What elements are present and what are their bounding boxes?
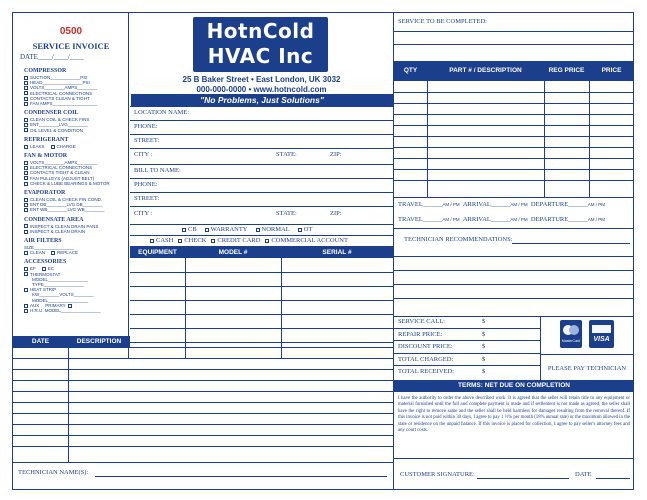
condenser-item[interactable]: OIL LEVEL & CONDITION <box>24 128 128 133</box>
location-phone-label[interactable]: PHONE: <box>134 123 158 130</box>
signature-date-line[interactable] <box>596 478 630 479</box>
mastercard-circle-right <box>569 325 579 335</box>
bill-to-name-label[interactable]: BILL TO NAME: <box>134 167 181 174</box>
checkbox[interactable] <box>24 288 28 292</box>
work-row[interactable] <box>13 424 393 425</box>
total-row-repair-price[interactable]: REPAIR PRICE: $ <box>394 329 540 342</box>
divider <box>13 347 393 348</box>
bill-to-zip-label[interactable]: ZIP: <box>330 210 342 217</box>
technician-names-label[interactable]: TECHNICIAN NAME(S): <box>18 469 89 476</box>
equipment-row[interactable] <box>130 328 393 329</box>
divider <box>394 228 634 229</box>
checkbox[interactable] <box>24 118 28 122</box>
checkbox[interactable] <box>51 251 55 255</box>
accessory-item[interactable]: HEAT STRIP <box>24 287 128 292</box>
checkbox[interactable] <box>42 267 46 271</box>
accessory-item[interactable]: H.R.U. MODEL________________ <box>24 308 128 313</box>
divider <box>130 120 393 121</box>
parts-row[interactable] <box>394 169 634 170</box>
refrigerant-item[interactable]: LEAKS <box>24 144 45 149</box>
accessory-item[interactable]: EF <box>24 266 36 271</box>
accessory-item[interactable]: AUX <box>24 303 39 308</box>
location-state-label[interactable]: STATE: <box>276 151 297 158</box>
total-row-total-received[interactable]: TOTAL RECEIVED: $ <box>398 368 486 376</box>
checkbox[interactable] <box>24 230 28 234</box>
checkbox[interactable] <box>298 228 302 232</box>
checkbox[interactable] <box>51 145 55 149</box>
checkbox[interactable] <box>24 128 28 132</box>
visa-label: VISA <box>593 336 610 343</box>
checkbox[interactable] <box>24 123 28 127</box>
air-filter-item[interactable]: REPLACE <box>51 250 78 255</box>
total-row-discount-price[interactable]: DISCOUNT PRICE: $ <box>394 341 540 354</box>
invoice-date: DATE____/____/____ <box>20 53 84 61</box>
fan-motor-item[interactable]: CHECK & LUBE BEARINGS & MOTOR <box>24 181 128 186</box>
accessories-heading: ACCESSORIES <box>24 259 67 266</box>
work-row[interactable] <box>13 435 393 436</box>
serial-header: SERIAL # <box>322 249 352 256</box>
divider <box>130 134 393 135</box>
air-filter-items <box>24 250 128 255</box>
compressor-item[interactable]: VOLTS________AMPS________ <box>24 85 128 90</box>
evaporator-item[interactable]: ENT WB________LVG WB________ <box>24 207 128 212</box>
checkbox[interactable] <box>24 251 28 255</box>
compressor-item[interactable]: SUCTION____________PSI <box>24 75 128 80</box>
compressor-item[interactable]: CONTACTS CLEAN & TIGHT <box>24 96 128 101</box>
parts-row[interactable] <box>394 125 634 126</box>
payment-check[interactable]: CHECK <box>178 237 206 244</box>
checkbox[interactable] <box>24 97 28 101</box>
equipment-row[interactable] <box>130 272 393 273</box>
divider <box>130 192 393 193</box>
recommendations-line[interactable] <box>394 298 634 299</box>
accessory-field[interactable]: TYPE________________ <box>32 282 84 288</box>
checkbox[interactable] <box>24 81 28 85</box>
qty-header: QTY <box>403 67 418 74</box>
checkbox[interactable] <box>24 91 28 95</box>
refrigerant-items <box>24 144 128 149</box>
reg-price-header: REG PRICE <box>548 67 585 74</box>
recommendations-line[interactable] <box>394 256 634 257</box>
divider <box>394 44 634 45</box>
compressor-heading: COMPRESSOR <box>24 68 67 74</box>
service-type-ot[interactable]: OT <box>298 226 313 233</box>
fan-motor-heading: FAN & MOTOR <box>24 153 68 160</box>
location-zip-label[interactable]: ZIP: <box>330 151 342 158</box>
signature-date-label[interactable]: DATE <box>575 471 592 478</box>
checkbox[interactable] <box>24 304 28 308</box>
condensate-heading: CONDENSATE AREA <box>24 216 84 223</box>
company-contact: 000-000-0000 • www.hotncold.com <box>196 85 327 94</box>
checkbox[interactable] <box>182 228 186 232</box>
parts-row[interactable] <box>394 147 634 148</box>
accessory-item[interactable]: EC <box>42 266 54 271</box>
divider <box>130 235 393 236</box>
checkbox[interactable] <box>178 239 182 243</box>
work-row[interactable] <box>13 413 393 414</box>
divider <box>394 31 634 32</box>
bill-to-street-label[interactable]: STREET: <box>134 195 160 202</box>
checkbox[interactable] <box>24 161 28 165</box>
location-name-label[interactable]: LOCATION NAME: <box>134 109 190 116</box>
column-divider <box>68 336 69 462</box>
model-header: MODEL # <box>218 249 248 256</box>
payment-cash[interactable]: CASH <box>150 237 173 244</box>
mastercard-label: MasterCard <box>561 339 581 343</box>
service-type-options <box>182 226 312 233</box>
compressor-item[interactable]: FAN AMPS__________________ <box>24 101 128 106</box>
travel-row-2[interactable]: TRAVEL______AM / PM ARRIVAL______AM / PM DEPARTURE______AM / PM <box>398 216 605 223</box>
service-type-normal[interactable]: NORMAL <box>256 226 290 233</box>
recommendations-line[interactable] <box>512 243 630 244</box>
equipment-table <box>130 246 393 358</box>
checkbox[interactable] <box>24 272 28 276</box>
bill-to-state-label[interactable]: STATE: <box>276 210 297 217</box>
company-address: 25 B Baker Street • East London, UK 3032 <box>182 75 341 84</box>
divider <box>130 206 393 207</box>
description-column-header: DESCRIPTION <box>76 338 122 345</box>
column-divider <box>281 258 282 359</box>
checkbox[interactable] <box>68 304 72 308</box>
terms-title: TERMS: NET DUE ON COMPLETION <box>394 380 634 392</box>
checkbox[interactable] <box>24 176 28 180</box>
recommendations-line[interactable] <box>394 270 634 271</box>
checkbox[interactable] <box>24 76 28 80</box>
invoice-number: 0500 <box>59 26 83 37</box>
air-filter-item[interactable]: CLEAN <box>24 250 45 255</box>
parts-row[interactable] <box>394 114 634 115</box>
fan-motor-item[interactable]: FAN PULLEYS (ADJUST BELT) <box>24 176 128 181</box>
logo-name-line1: HotnCold <box>206 19 315 43</box>
checkbox[interactable] <box>265 239 269 243</box>
parts-row[interactable] <box>394 158 634 159</box>
evaporator-item[interactable]: ENT DB________LVG DB________ <box>24 202 128 207</box>
bill-to-city-label[interactable]: CITY : <box>134 210 153 217</box>
recommendations-line[interactable] <box>394 284 634 285</box>
payment-credit-card[interactable]: CREDIT CARD <box>211 237 260 244</box>
payment-type-options <box>150 237 348 244</box>
evaporator-heading: EVAPORATOR <box>24 190 66 197</box>
work-row[interactable] <box>13 446 393 447</box>
accessory-field[interactable]: KW________VOLTS________ <box>32 292 94 298</box>
condenser-item[interactable]: ENT________LVG________ <box>24 122 128 127</box>
checkbox[interactable] <box>24 208 28 212</box>
total-row-service-call[interactable]: SERVICE CALL: $ <box>394 316 540 329</box>
refrigerant-item[interactable]: CHARGE <box>51 144 76 149</box>
work-row[interactable] <box>13 380 393 381</box>
customer-signature-label[interactable]: CUSTOMER SIGNATURE: <box>400 471 475 478</box>
condensate-item[interactable]: INSPECT & CLEAN DRAIN <box>24 229 128 234</box>
accessory-field[interactable]: MODEL________________ <box>32 276 89 282</box>
work-row[interactable] <box>13 369 393 370</box>
equipment-row[interactable] <box>130 286 393 287</box>
maintenance-checklist <box>24 68 128 313</box>
work-row[interactable] <box>13 391 393 392</box>
fan-motor-item[interactable]: VOLTS________AMPS________ <box>24 160 128 165</box>
customer-signature-line[interactable] <box>477 478 569 479</box>
divider <box>130 224 393 225</box>
fan-motor-item[interactable]: CONTACTS TIGHT & CLEAN <box>24 170 128 175</box>
location-city-label[interactable]: CITY : <box>134 151 153 158</box>
refrigerant-heading: REFRIGERANT <box>24 136 69 143</box>
column-divider <box>185 258 186 359</box>
logo-name-line2: HVAC Inc <box>207 44 314 68</box>
equipment-row[interactable] <box>130 300 393 301</box>
part-description-header: PART # / DESCRIPTION <box>449 67 522 74</box>
mastercard-logo <box>560 320 582 348</box>
fan-motor-item[interactable]: ELECTRICAL CONNECTIONS <box>24 165 128 170</box>
checkbox[interactable] <box>24 171 28 175</box>
totals-section <box>394 316 540 379</box>
payment-commercial-account[interactable]: COMMERCIAL ACCOUNT <box>265 237 348 244</box>
divider <box>130 178 393 179</box>
checkbox[interactable] <box>24 145 28 149</box>
service-type-warranty[interactable]: WARRANTY <box>205 226 248 233</box>
parts-row[interactable] <box>394 136 634 137</box>
checkbox[interactable] <box>24 102 28 106</box>
terms-text: I have the authority to order the above described work. It is agreed that the seller will retain title to any equipment or material furnished until the full and complete payment is made and if settlement is not made as agreed, the seller shall have the right to remove same and the seller shall be held harmless for damages resulting from the removal thereof. If this invoice is not paid within 30 days, I agree to pay 1 ½% per month (18% annual rate) or the maximum allowed in the state or residence on the unpaid balance. If this invoice is placed for collection, I agree to pay seller's attorney fees and any court costs. <box>398 396 630 434</box>
checkbox[interactable] <box>211 239 215 243</box>
travel-row-1[interactable]: TRAVEL______AM / PM ARRIVAL______AM / PM DEPARTURE______AM / PM <box>398 201 605 208</box>
condenser-item[interactable]: CLEAN COIL & CHECK FINS <box>24 117 128 122</box>
checkbox[interactable] <box>24 166 28 170</box>
accessory-item[interactable]: PRIMARY <box>45 303 73 308</box>
checkbox[interactable] <box>205 228 209 232</box>
checkbox[interactable] <box>24 224 28 228</box>
condensate-item[interactable]: INSPECT & CLEAN DRAIN PANS <box>24 224 128 229</box>
parts-row[interactable] <box>394 92 634 93</box>
checkbox[interactable] <box>150 239 154 243</box>
visa-logo <box>589 320 614 348</box>
total-row-total-charged[interactable]: TOTAL CHARGED: $ <box>394 354 540 367</box>
work-row[interactable] <box>13 402 393 403</box>
divider <box>13 462 393 463</box>
condenser-heading: CONDENSER COIL <box>24 110 79 117</box>
compressor-item[interactable]: ELECTRICAL CONNECTIONS <box>24 91 128 96</box>
checkbox[interactable] <box>24 182 28 186</box>
company-logo <box>193 17 328 72</box>
bill-to-phone-label[interactable]: PHONE: <box>134 181 158 188</box>
invoice-title: SERVICE INVOICE <box>32 41 110 51</box>
equipment-row[interactable] <box>130 314 393 315</box>
date-column-header: DATE <box>31 338 50 345</box>
work-row[interactable] <box>13 358 393 359</box>
divider <box>130 148 393 149</box>
equipment-header: EQUIPMENT <box>138 249 177 256</box>
divider <box>394 197 634 198</box>
divider <box>540 354 634 355</box>
checkbox[interactable] <box>24 198 28 202</box>
equipment-row[interactable] <box>130 342 393 343</box>
technician-recommendations-label[interactable]: TECHNICIAN RECOMMENDATIONS: <box>404 236 513 243</box>
checkbox[interactable] <box>256 228 260 232</box>
checkbox[interactable] <box>24 86 28 90</box>
filter-size[interactable]: SIZE________________ <box>24 245 75 251</box>
location-street-label[interactable]: STREET: <box>134 137 160 144</box>
accessory-item[interactable]: THERMOSTAT <box>24 272 128 277</box>
checkbox[interactable] <box>24 309 28 313</box>
please-pay-technician: PLEASE PAY TECHNICIAN <box>547 365 627 372</box>
checkbox[interactable] <box>24 267 28 271</box>
service-to-be-completed-label[interactable]: SERVICE TO BE COMPLETED: <box>398 18 487 25</box>
service-type-cb[interactable]: CB <box>182 226 197 233</box>
parts-row[interactable] <box>394 180 634 181</box>
technician-names-line[interactable] <box>95 476 387 477</box>
evaporator-item[interactable]: CLEAN COIL & CHECK FIN COND. <box>24 197 128 202</box>
air-filters-heading: AIR FILTERS <box>24 238 62 245</box>
price-header: PRICE <box>601 67 622 74</box>
compressor-item[interactable]: HEAD________________PSI <box>24 80 128 85</box>
divider <box>130 106 393 107</box>
accessory-field[interactable]: MODEL________________ <box>32 297 89 303</box>
parts-row[interactable] <box>394 103 634 104</box>
slogan-banner: "No Problems, Just Solutions" <box>131 94 393 106</box>
checkbox[interactable] <box>24 203 28 207</box>
visa-card-stripe <box>592 325 611 333</box>
divider <box>394 458 634 459</box>
divider <box>130 164 393 165</box>
